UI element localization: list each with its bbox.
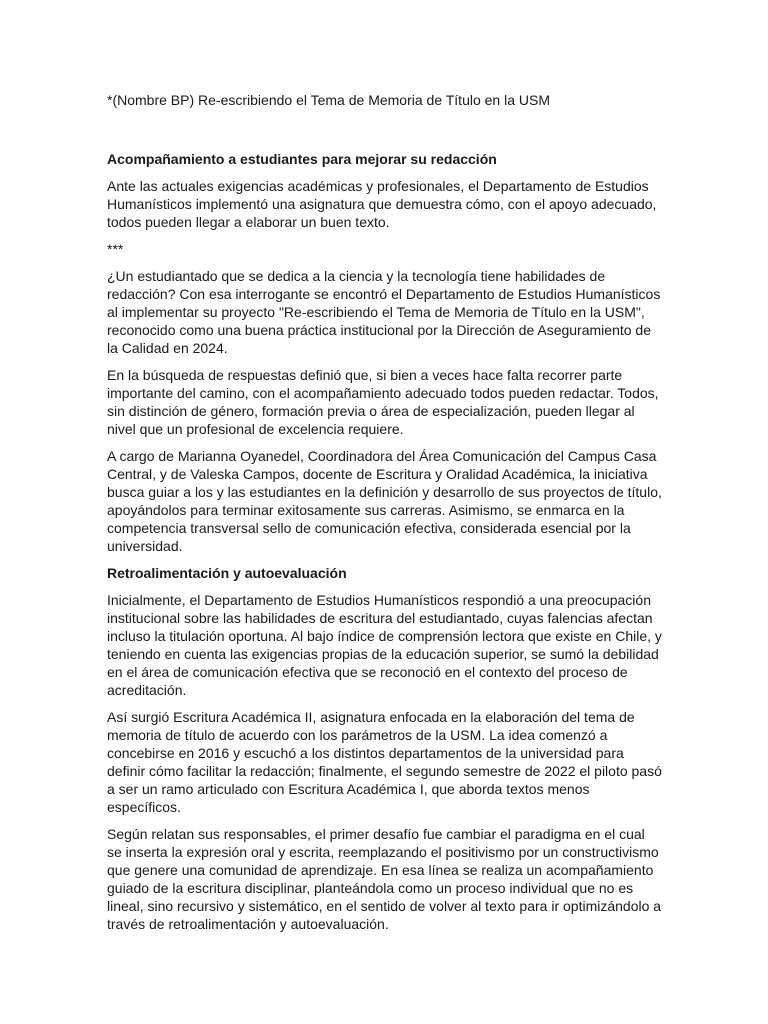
document-title: *(Nombre BP) Re-escribiendo el Tema de Memoria de Título en la USM <box>107 92 551 108</box>
section-heading-feedback: Retroalimentación y autoevaluación <box>107 565 347 581</box>
intro-paragraph: Ante las actuales exigencias académicas y profesionales, el Departamento de Estudios Humanísticos implementó una asignatura que demuestra cómo, con el apoyo adecuado, todos pueden llegar a elaborar un buen texto. <box>107 178 657 230</box>
paragraph: Así surgió Escritura Académica II, asignatura enfocada en la elaboración del tema de memoria de título de acuerdo con los parámetros de la USM. La idea comenzó a concebirse en 2016 y escuchó a los distintos departamentos de la universidad para definir cómo facilitar la redacción; finalmente, el segundo semestre de 2022 el piloto pasó a ser un ramo articulado con Escritura Académica I, que aborda textos menos específicos. <box>107 709 662 815</box>
separator: *** <box>107 241 124 257</box>
paragraph: En la búsqueda de respuestas definió que, si bien a veces hace falta recorrer parte importante del camino, con el acompañamiento adecuado todos pueden redactar. Todos, sin distinción de género, formación previa o área de especialización, pueden llegar al nivel que un profesional de excelencia requiere. <box>107 367 659 437</box>
paragraph: A cargo de Marianna Oyanedel, Coordinadora del Área Comunicación del Campus Casa Central, y de Valeska Campos, docente de Escritura y Oralidad Académica, la iniciativa busca guiar a los y las estudiantes en la definición y desarrollo de sus proyectos de título, apoyándolos para terminar exitosamente sus carreras. Asimismo, se enmarca en la competencia transversal sello de comunicación efectiva, considerada esencial por la universidad. <box>107 448 662 554</box>
paragraph: Inicialmente, el Departamento de Estudios Humanísticos respondió a una preocupación institucional sobre las habilidades de escritura del estudiantado, cuyas falencias afectan incluso la titulación oportuna. Al bajo índice de comprensión lectora que existe en Chile, y teniendo en cuenta las exigencias propias de la educación superior, se sumó la debilidad en el área de comunicación efectiva que se reconoció en el contexto del proceso de acreditación. <box>107 592 662 698</box>
paragraph: ¿Un estudiantado que se dedica a la ciencia y la tecnología tiene habilidades de redacción? Con esa interrogante se encontró el Departamento de Estudios Humanísticos al implementar su proyecto "Re-escribiendo el Tema de Memoria de Título en la USM", reconocido como una buena práctica institucional por la Dirección de Aseguramiento de la Calidad en 2024. <box>107 268 661 356</box>
paragraph: Según relatan sus responsables, el primer desafío fue cambiar el paradigma en el cual se inserta la expresión oral y escrita, reemplazando el positivismo por un constructivismo que genere una comunidad de aprendizaje. En esa línea se realiza un acompañamiento guiado de la escritura disciplinar, planteándola como un proceso individual que no es lineal, sino recursivo y sistemático, en el sentido de volver al texto para ir optimizándolo a través de retroalimentación y autoevaluación. <box>107 826 662 932</box>
section-heading-accompaniment: Acompañamiento a estudiantes para mejorar su redacción <box>107 151 497 167</box>
document-page <box>107 91 663 942</box>
